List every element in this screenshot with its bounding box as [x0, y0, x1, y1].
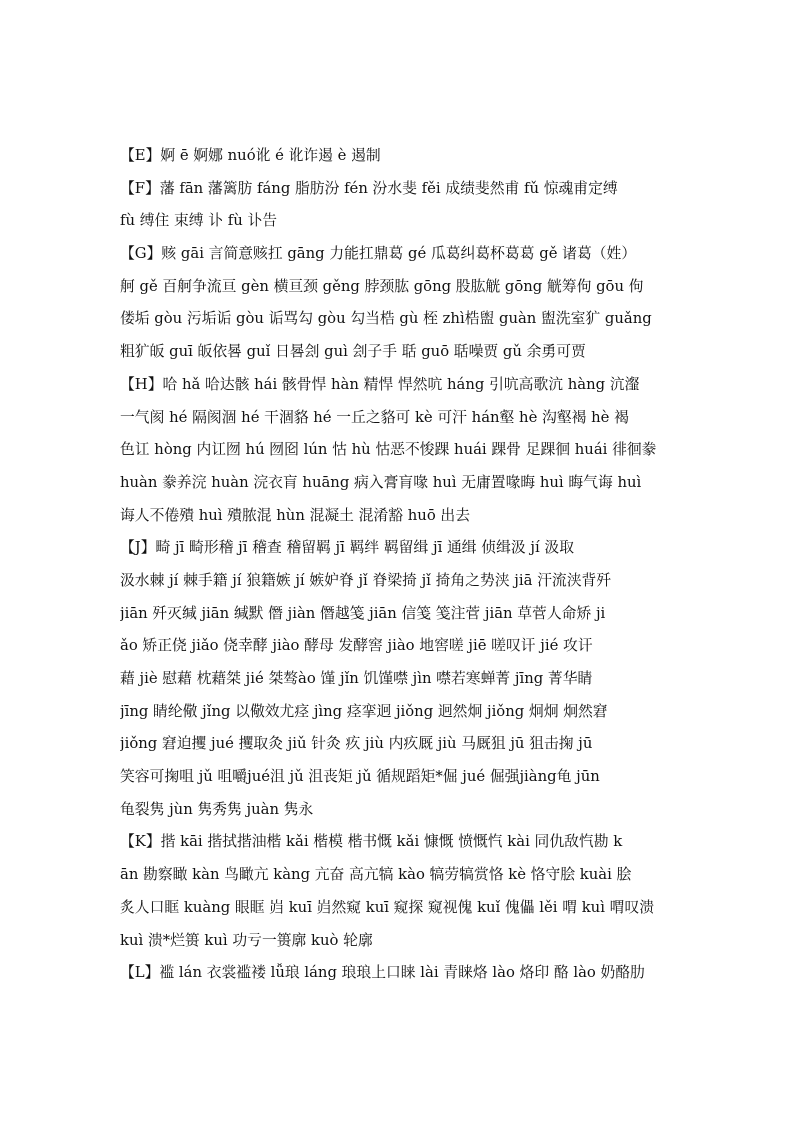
- text-line: jīng 睛纶儆 jǐng 以儆效尤痉 jìng 痉挛迥 jiǒng 迥然炯 jiǒng 炯炯 炯然窘: [120, 702, 608, 720]
- text-line-e-section: 【E】婀 ē 婀娜 nuó讹 é 讹诈遏 è 遏制: [120, 147, 381, 164]
- text-line-k-section: 【K】揩 kāi 揩拭揩油楷 kǎi 楷模 楷书慨 kǎi 慷慨 愤慨忾 kài 同仇敌忾勘 k: [120, 833, 623, 851]
- text-line: 笑容可掬咀 jǔ 咀嚼jué沮 jǔ 沮丧矩 jǔ 循规蹈矩*倔 jué 倔强jiàng龟 jūn: [120, 768, 600, 786]
- text-line-l-section: 【L】褴 lán 衣裳褴褛 lǚ琅 láng 琅琅上口睐 lài 青睐烙 lào 烙印 酪 lào 奶酪肋: [120, 964, 645, 982]
- text-line: fù 缚住 束缚 讣 fù 讣告: [120, 212, 278, 230]
- text-line: 一气阂 hé 隔阂涸 hé 干涸貉 hé 一丘之貉可 kè 可汗 hán壑 hè 沟壑褐 hè 褐: [120, 408, 629, 426]
- text-line: 龟裂隽 jùn 隽秀隽 juàn 隽永: [120, 800, 314, 818]
- text-line: jiān 歼灭缄 jiān 缄默 僭 jiàn 僭越笺 jiān 信笺 笺注菅 jiān 草菅人命矫 ji: [120, 604, 606, 622]
- text-line-h-section: 【H】哈 hǎ 哈达骸 hái 骸骨悍 hàn 精悍 悍然吭 háng 引吭高歌沆 hàng 沆瀣: [120, 375, 640, 393]
- text-line: kuì 溃*烂篑 kuì 功亏一篑廓 kuò 轮廓: [120, 931, 373, 949]
- text-line: 偻垢 gòu 污垢诟 gòu 诟骂勾 gòu 勾当梏 gù 桎 zhì梏盥 guàn 盥洗室犷 guǎng: [120, 310, 652, 328]
- text-line-g-section: 【G】赅 gāi 言简意赅扛 gāng 力能扛鼎葛 gé 瓜葛纠葛杯葛葛 gě 诸葛（姓）: [120, 245, 637, 263]
- text-line: 色讧 hòng 内讧囫 hú 囫囵 lún 怙 hù 怙恶不悛踝 huái 踝骨 足踝徊 huái 徘徊豢: [120, 441, 657, 459]
- text-line-j-section: 【J】畸 jī 畸形稽 jī 稽查 稽留羁 jī 羁绊 羁留缉 jī 通缉 侦缉汲 jí 汲取: [120, 539, 575, 557]
- text-line: 诲人不倦殨 huì 殨脓混 hùn 混凝土 混淆豁 huō 出去: [120, 506, 471, 524]
- text-line: 藉 jiè 慰藉 枕藉桀 jié 桀骜ào 馑 jǐn 饥馑噤 jìn 噤若寒蝉菁 jīng 菁华睛: [120, 670, 593, 687]
- text-line: 舸 gě 百舸争流亘 gèn 横亘颈 gěng 脖颈肱 gōng 股肱觥 gōng 觥筹佝 gōu 佝: [120, 277, 644, 295]
- text-line: ǎo 矫正侥 jiǎo 侥幸酵 jiào 酵母 发酵窖 jiào 地窖嗟 jiē 嗟叹讦 jié 攻讦: [120, 637, 593, 655]
- pronunciation-list: [120, 140, 680, 990]
- text-line: jiǒng 窘迫攫 jué 攫取灸 jiǔ 针灸 疚 jiù 内疚厩 jiù 马厩狙 jū 狙击掬 jū: [120, 735, 593, 753]
- text-line: 炙人口眶 kuàng 眼眶 岿 kuī 岿然窥 kuī 窥探 窥视傀 kuǐ 傀儡 lěi 喟 kuì 喟叹溃: [120, 898, 655, 916]
- text-line: ān 勘察瞰 kàn 鸟瞰亢 kàng 亢奋 高亢犒 kào 犒劳犒赏恪 kè 恪守脍 kuài 脍: [120, 866, 632, 884]
- text-line: 粗犷皈 guī 皈依晷 guǐ 日晷刽 guì 刽子手 聒 guō 聒噪贾 gǔ 余勇可贾: [120, 343, 586, 361]
- text-line-f-section: 【F】藩 fān 藩篱肪 fáng 脂肪汾 fén 汾水斐 fěi 成绩斐然甫 fǔ 惊魂甫定缚: [120, 179, 618, 197]
- text-line: huàn 豢养浣 huàn 浣衣肓 huāng 病入膏肓喙 huì 无庸置喙晦 huì 晦气诲 huì: [120, 473, 642, 491]
- text-line: 汲水棘 jí 棘手籍 jí 狼籍嫉 jí 嫉妒脊 jǐ 脊梁掎 jǐ 掎角之势浃 jiā 汗流浃背歼: [120, 571, 612, 589]
